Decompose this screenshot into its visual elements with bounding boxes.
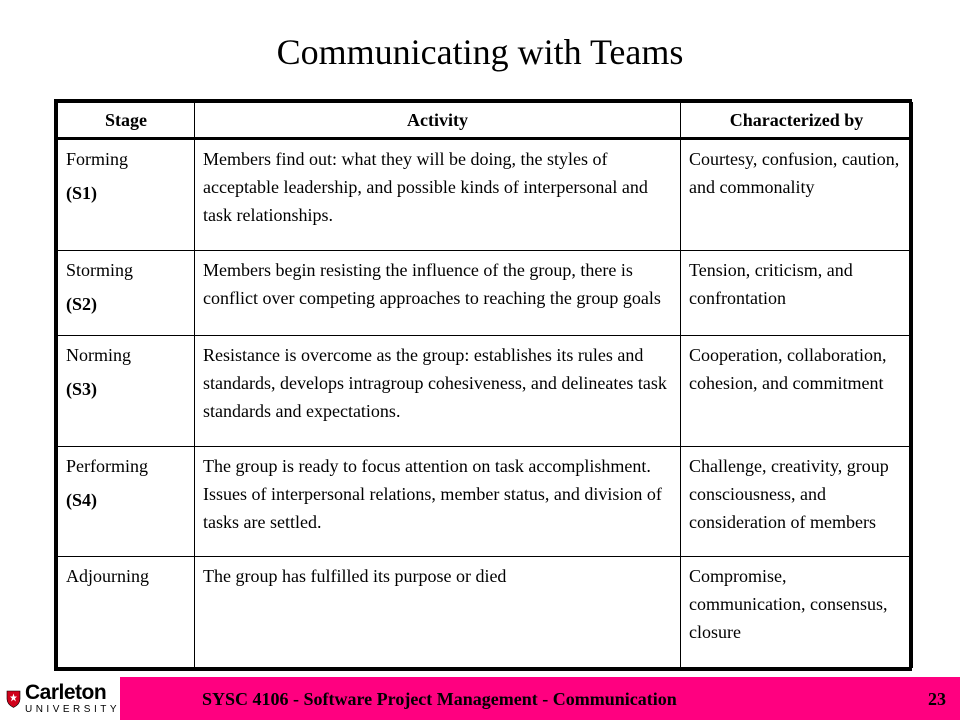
stage-name: Storming (66, 259, 134, 280)
activity-cell: The group has fulfilled its purpose or died (195, 557, 681, 668)
stage-code: (S2) (66, 293, 97, 314)
logo-subtitle: UNIVERSITY (24, 704, 120, 715)
table-row (58, 250, 913, 335)
characterized-cell: Cooperation, collaboration, cohesion, and commitment (681, 335, 913, 446)
activity-cell: Resistance is overcome as the group: establishes its rules and standards, develops intragroup cohesiveness, and delineates task standards and expectations. (195, 335, 681, 446)
footer-course-text: SYSC 4106 - Software Project Management - Communication (202, 689, 677, 709)
characterized-cell: Compromise, communication, consensus, closure (681, 557, 913, 668)
crest-icon (6, 681, 21, 717)
column-header-characterized: Characterized by (681, 103, 913, 139)
stage-code: (S1) (66, 183, 97, 203)
stage-cell (58, 139, 195, 251)
table-row (58, 139, 913, 251)
stage-name: Adjourning (66, 566, 149, 587)
characterized-cell: Challenge, creativity, group consciousness, and consideration of members (681, 446, 913, 557)
logo-name: Carleton (24, 681, 107, 704)
table-row (58, 335, 913, 446)
stage-name: Norming (66, 344, 131, 365)
stage-cell (58, 250, 195, 335)
stage-cell (58, 446, 195, 557)
characterized-cell: Tension, criticism, and confrontation (681, 250, 913, 335)
stage-name: Performing (66, 455, 148, 476)
stage-name: Forming (66, 149, 129, 169)
activity-cell: Members find out: what they will be doing, the styles of acceptable leadership, and possible kinds of interpersonal and task relationships. (195, 139, 681, 251)
footer-bar (120, 677, 960, 720)
table-row (58, 446, 913, 557)
column-header-activity: Activity (195, 103, 681, 139)
stage-code: (S3) (66, 378, 97, 399)
university-logo (0, 677, 120, 720)
activity-cell: The group is ready to focus attention on task accomplishment. Issues of interpersonal relations, member status, and division of tasks are settled. (195, 446, 681, 557)
stages-table (57, 102, 913, 668)
page-number: 23 (928, 689, 946, 709)
stage-cell (58, 335, 195, 446)
stages-table-container (54, 99, 912, 671)
stage-code: (S4) (66, 489, 97, 510)
activity-cell: Members begin resisting the influence of the group, there is conflict over competing approaches to reaching the group goals (195, 250, 681, 335)
table-header-row (58, 103, 913, 139)
stage-cell (58, 557, 195, 668)
slide-title: Communicating with Teams (276, 32, 684, 72)
characterized-cell: Courtesy, confusion, caution, and commonality (681, 139, 913, 251)
table-row (58, 557, 913, 668)
column-header-stage: Stage (58, 103, 195, 139)
